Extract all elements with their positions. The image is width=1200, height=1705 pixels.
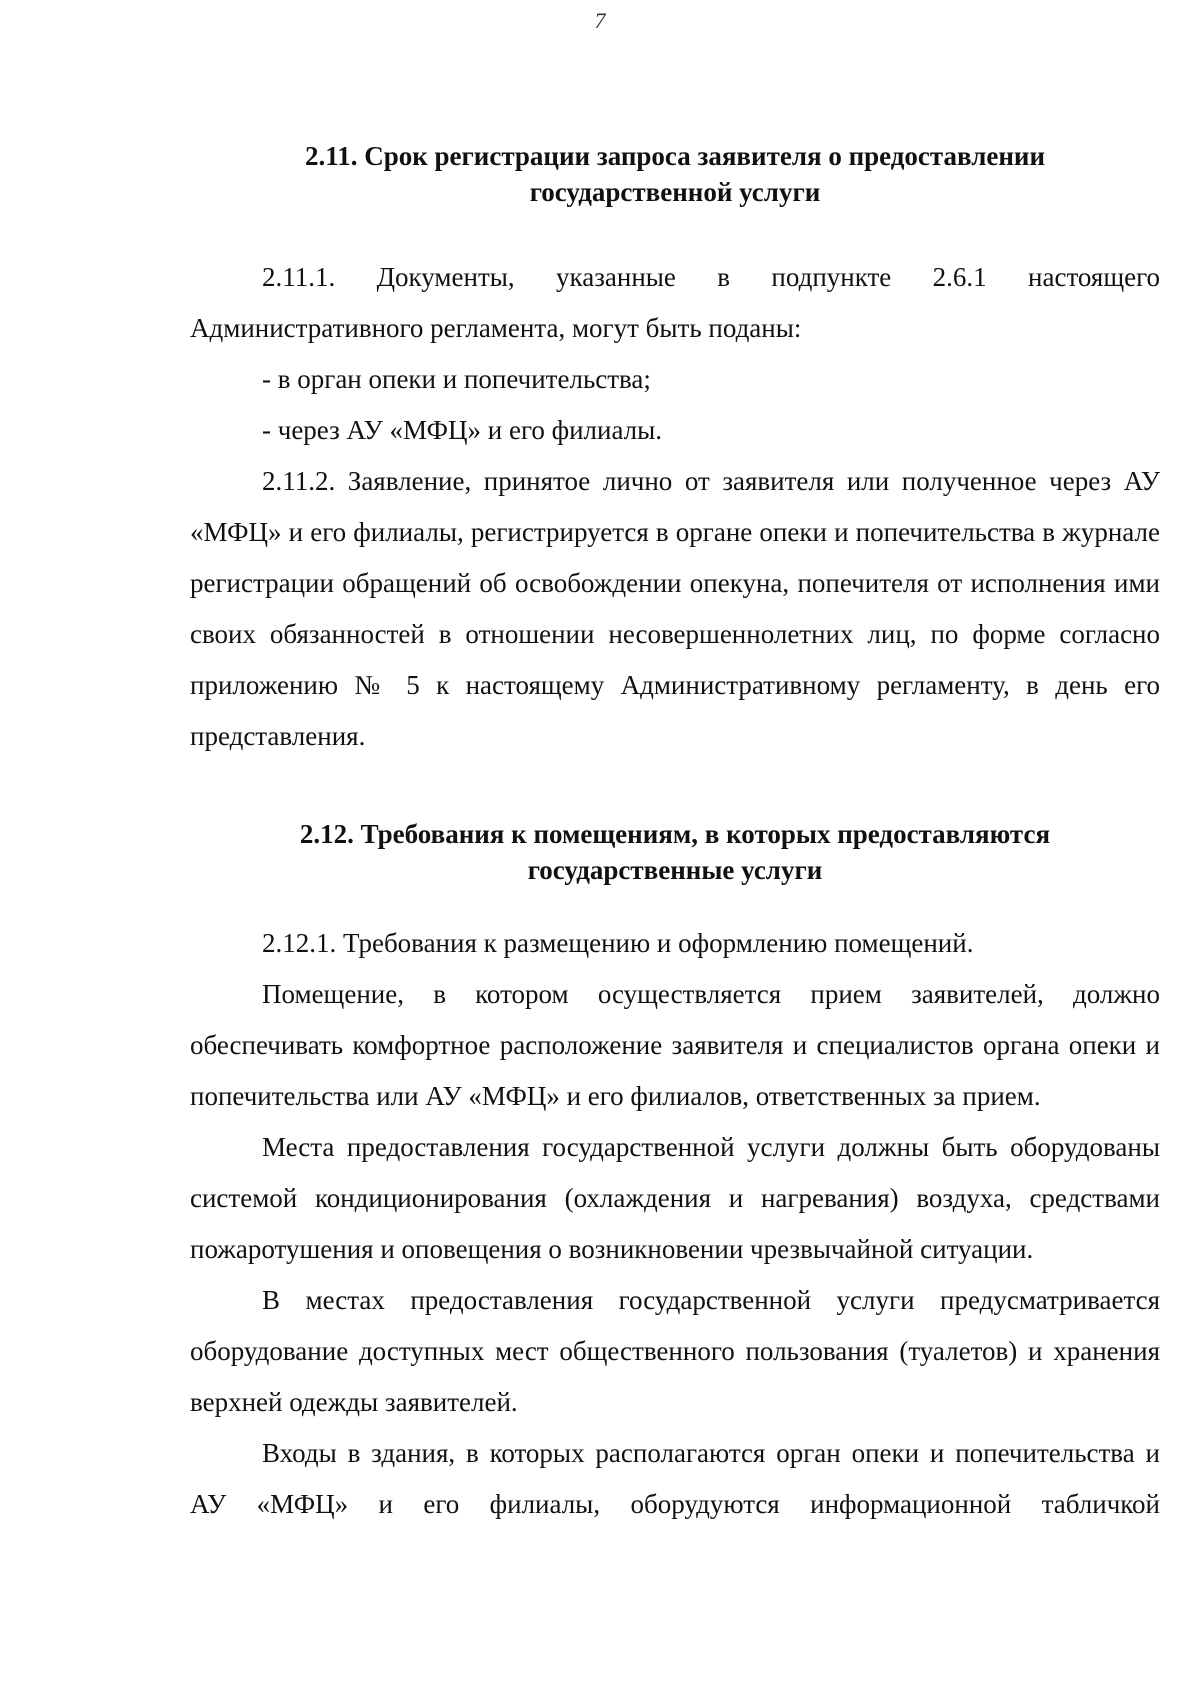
- section-2-11-heading: [190, 138, 1160, 210]
- list-item-guardianship-body: - в орган опеки и попечительства;: [262, 364, 651, 394]
- list-item-mfc: - через АУ «МФЦ» и его филиалы.: [262, 415, 663, 445]
- section-2-12-heading-line-1: 2.12. Требования к помещениям, в которых предоставляются: [299, 819, 1051, 849]
- paragraph-2-11-2: 2.11.2. Заявление, принятое лично от заявителя или полученное через АУ «МФЦ» и его филиалы, регистрируется в органе опеки и попечительства в журнале регистрации обращений об освобождении опекуна, попечителя от исполнения ими своих обязанностей в отношении несовершеннолетних лиц, по форме согласно приложению № 5 к настоящему Административному регламенту, в день его представления.: [190, 466, 1160, 751]
- section-2-11-heading-line-2: государственной услуги: [529, 177, 821, 207]
- page-number: 7: [594, 8, 606, 33]
- document-body: [190, 138, 1160, 1530]
- paragraph-2-11-1: 2.11.1. Документы, указанные в подпункте 2.6.1 настоящего Административного регламента, могут быть поданы:: [190, 262, 1160, 343]
- paragraph-2-12-1: 2.12.1. Требования к размещению и оформлению помещений.: [262, 928, 974, 958]
- section-2-11-heading-line-1: 2.11. Срок регистрации запроса заявителя о предоставлении: [304, 141, 1046, 171]
- paragraph-service-places: Места предоставления государственной услуги должны быть оборудованы системой кондиционирования (охлаждения и нагревания) воздуха, средствами пожаротушения и оповещения о возникновении чрезвычайной ситуации.: [190, 1132, 1160, 1264]
- section-2-12-heading-line-2: государственные услуги: [527, 855, 823, 885]
- paragraph-entrances: Входы в здания, в которых располагаются орган опеки и попечительства и АУ «МФЦ» и его филиалы, оборудуются информационной табличкой: [190, 1438, 1160, 1519]
- section-2-12-heading: [190, 816, 1160, 888]
- paragraph-facilities: В местах предоставления государственной услуги предусматривается оборудование доступных мест общественного пользования (туалетов) и хранения верхней одежды заявителей.: [190, 1285, 1160, 1417]
- paragraph-premises: Помещение, в котором осуществляется прием заявителей, должно обеспечивать комфортное расположение заявителя и специалистов органа опеки и попечительства или АУ «МФЦ» и его филиалов, ответственных за прием.: [190, 979, 1160, 1111]
